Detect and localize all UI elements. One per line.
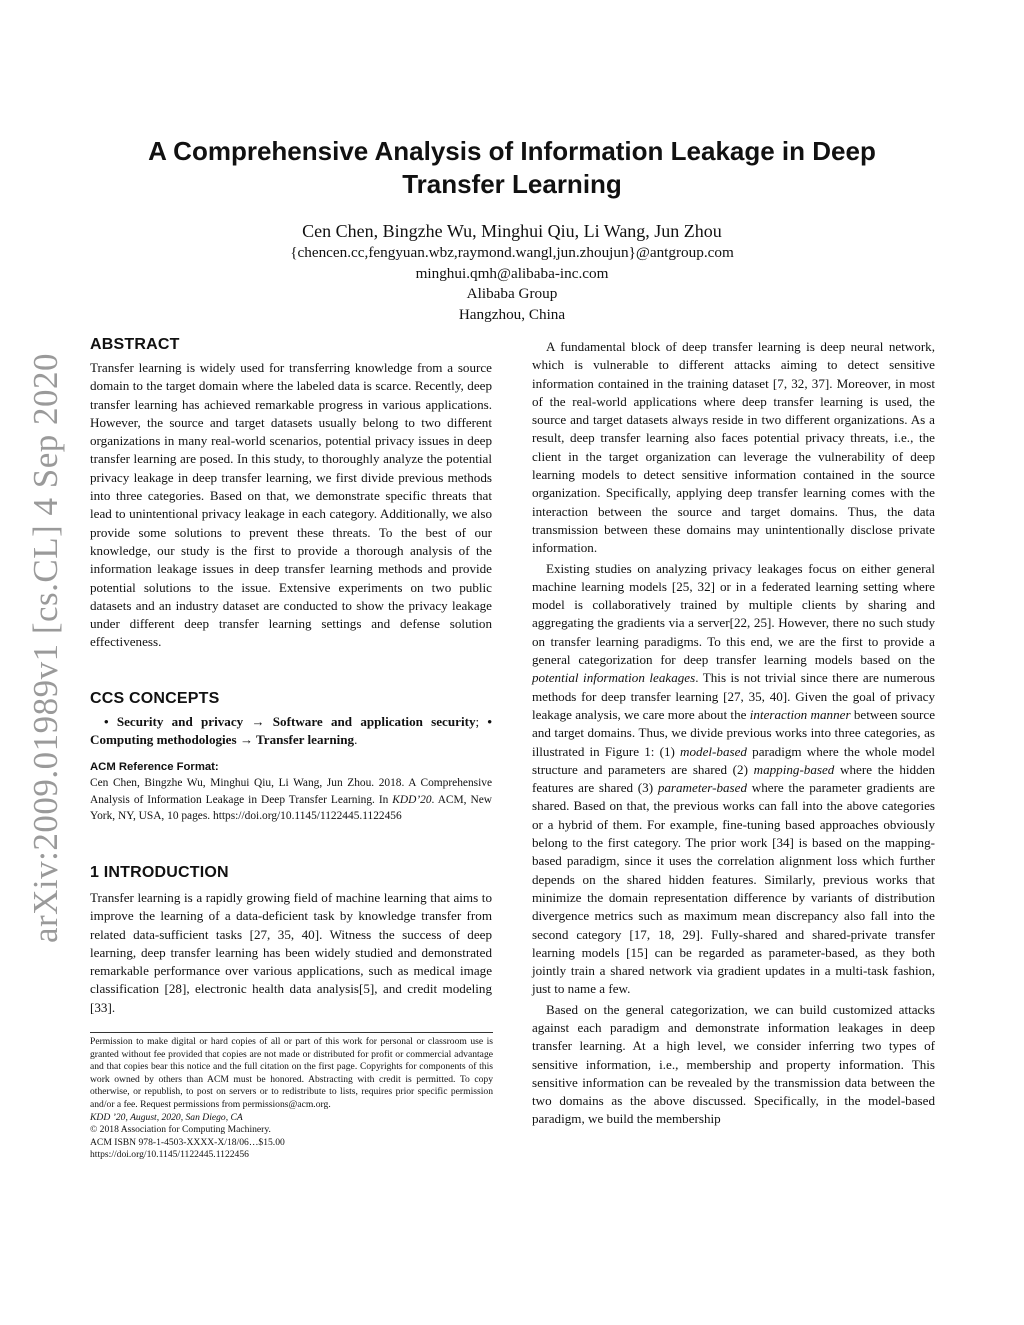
acm-reference (90, 761, 492, 825)
ccs-heading: CCS CONCEPTS (90, 690, 220, 707)
p2-em-3: model-based (680, 743, 747, 759)
acm-reference-text (90, 775, 492, 825)
footnote-block (90, 1036, 493, 1162)
author-location: Hangzhou, China (458, 305, 566, 323)
author-affiliation: Alibaba Group (466, 285, 558, 302)
author-names: Cen Chen, Bingzhe Wu, Minghui Qiu, Li Wang, Jun Zhou (302, 221, 722, 241)
p2-text-d: paradigm where the whole model structure and parameters are shared (2) (532, 743, 935, 777)
acm-ref-venue: KDD’20 (392, 793, 432, 806)
copyright-line: © 2018 Association for Computing Machinery. (90, 1124, 271, 1136)
paper-title (90, 135, 934, 201)
acm-reference-heading: ACM Reference Format: (90, 761, 219, 773)
abstract-heading: ABSTRACT (90, 336, 180, 353)
ccs-concept-1: • Security and privacy → Software and application security (104, 714, 476, 729)
intro-heading: 1 INTRODUCTION (90, 864, 229, 881)
intro-paragraph-1: Transfer learning is a rapidly growing field of machine learning that aims to improve the learning of a data-deficient task by knowledge transfer from related data-sufficient tasks [27, 35, 40]. Witness the success of deep learning, deep transfer learning has been widely studied and demonstrated remarkable performance over various applications, such as medical image classification [28], electronic health data analysis[5], and credit modeling [33]. (90, 890, 492, 1015)
introduction-section (90, 864, 492, 1017)
permission-notice: Permission to make digital or hard copies of all or part of this work for personal or classroom use is granted without fee provided that copies are not made or distributed for profit or commercial advantage and that copies bear this notice and the full citation on the first page. Copyrights for components of this work owned by others than ACM must be honored. Abstracting with credit is permitted. To copy otherwise, or republish, to post on servers or to redistribute to lists, requires prior specific permission and/or a fee. Request permissions from permissions@acm.org. (90, 1036, 493, 1110)
right-paragraph-2 (532, 560, 935, 999)
p2-em-2: interaction manner (749, 706, 851, 722)
ccs-end: . (354, 732, 358, 748)
title-line-1: A Comprehensive Analysis of Information Leakage in Deep (148, 136, 876, 166)
abstract-text: Transfer learning is widely used for transferring knowledge from a source domain to the target domain where the labeled data is scarce. Recently, deep transfer learning has achieved remarkable progress in various applications. However, the source and target datasets usually belong to two different organizations in many real-world scenarios, potential privacy issues in deep transfer learning are posed. In this study, to thoroughly analyze the potential privacy leakage in deep transfer learning, we first divide previous methods into three categories. Based on that, we demonstrate specific threats that lead to unintentional privacy leakage in each category. Additionally, we also provide some solutions to prevent these threats. To the best of our knowledge, our study is the first to provide a thorough analysis of the information leakage issues in deep transfer learning methods and provide potential solutions to the issue. Extensive experiments on two public datasets and an industry dataset are conducted to show the privacy leakage under different deep transfer learning settings and defense solution effectiveness. (90, 360, 492, 650)
right-column (532, 338, 935, 1129)
author-block (90, 219, 934, 325)
doi-line: https://doi.org/10.1145/1122445.1122456 (90, 1149, 249, 1161)
p2-text-b: . This is not trivial since there are numerous methods for deep transfer learning [27, 35, 40]. Given the goal of privacy leakage analysis, we care more about the (532, 670, 936, 722)
author-emails-2: minghui.qmh@alibaba-inc.com (415, 264, 609, 282)
p2-text-a: Existing studies on analyzing privacy leakages focus on either general machine learning models [25, 32] or in a federated learning setting where model is collaboratively trained by multiple clients by sharing and aggregating the gradients via a server[22, 25]. However, there no such study on transfer learning paradigms. To this end, we are the first to provide a general categorization for deep transfer learning models based on the (532, 560, 935, 668)
isbn-line: ACM ISBN 978-1-4503-XXXX-X/18/06…$15.00 (90, 1136, 285, 1148)
p2-em-1: potential information leakages (532, 670, 696, 686)
ccs-concept-2: • Computing methodologies → Transfer learning (90, 714, 492, 748)
ccs-separator: ; (475, 714, 488, 729)
right-paragraph-1: A fundamental block of deep transfer learning is deep neural network, which is vulnerable to different attacks aiming to detect sensitive information contained in the training dataset [7, 32, 37]. Moreover, in most of the real-world applications where deep transfer learning is used, the source and target datasets always reside in two different organizations. As a result, deep transfer learning also faces potential privacy threats, i.e., the client in the target organization can leverage the vulnerability of deep learning models to detect sensitive information contained in the source organization. Specifically, applying deep transfer learning comes with the interaction between the source and target domains. Thus, the data transmission between these domains may unintentionally disclose private information. (532, 339, 935, 556)
p2-text-e: where the hidden features are shared (3) (532, 761, 935, 796)
conference-info: KDD ’20, August, 2020, San Diego, CA (90, 1111, 243, 1123)
acm-ref-text-a: Cen Chen, Bingzhe Wu, Minghui Qiu, Li Wang, Jun Zhou. 2018. A Comprehensive Analysis of Information Leakage in Deep Transfer Learning. In (90, 777, 492, 806)
p2-em-4: mapping-based (753, 761, 835, 777)
arxiv-stamp (26, 352, 66, 943)
p2-text-f: where the parameter gradients are shared. Based on that, the previous works can fall into the above categories or a hybrid of them. For example, fine-tuning based approaches obviously belong to the first category. The prior work [34] is based on the mapping-based paradigm, since it uses the correlation alignment loss which further depends on the shared hidden features. Similarly, previous works that minimize the domain representation difference by variants of distribution divergence metrics such as maximum mean discrepancy also fall into the second category [17, 18, 29]. Fully-shared and shared-private transfer learning models [15] can be regarded as parameter-based, as they both jointly train a shared network via gradient updates in a multi-task fashion, just to name a few. (532, 780, 935, 997)
p2-em-5: parameter-based (657, 780, 748, 796)
ccs-concepts (90, 713, 492, 750)
abstract-section (90, 336, 492, 652)
acm-ref-text-b: . ACM, New York, NY, USA, 10 pages. https://doi.org/10.1145/1122445.1122456 (90, 793, 492, 822)
p2-text-c: between source and target domains. Thus, we divide previous works into three categories, as illustrated in Figure 1: (1) (532, 706, 936, 759)
ccs-section (90, 690, 492, 750)
title-line-2: Transfer Learning (402, 169, 622, 199)
right-paragraph-3: Based on the general categorization, we can build customized attacks against each paradigm and demonstrate information leakages in deep transfer learning. At a high level, we consider inferring two types of sensitive information, i.e., membership and property information. This sensitive information can be revealed by the transmission data between the two domains as the above discussed. Specifically, in the model-based paradigm, we build the membership (532, 1001, 935, 1127)
author-emails-1: {chencen.cc,fengyuan.wbz,raymond.wangl,jun.zhoujun}@antgroup.com (290, 244, 734, 261)
footnote-rule (90, 1032, 493, 1033)
arxiv-id: arXiv:2009.01989v1 [cs.CL] 4 Sep 2020 (26, 352, 66, 943)
